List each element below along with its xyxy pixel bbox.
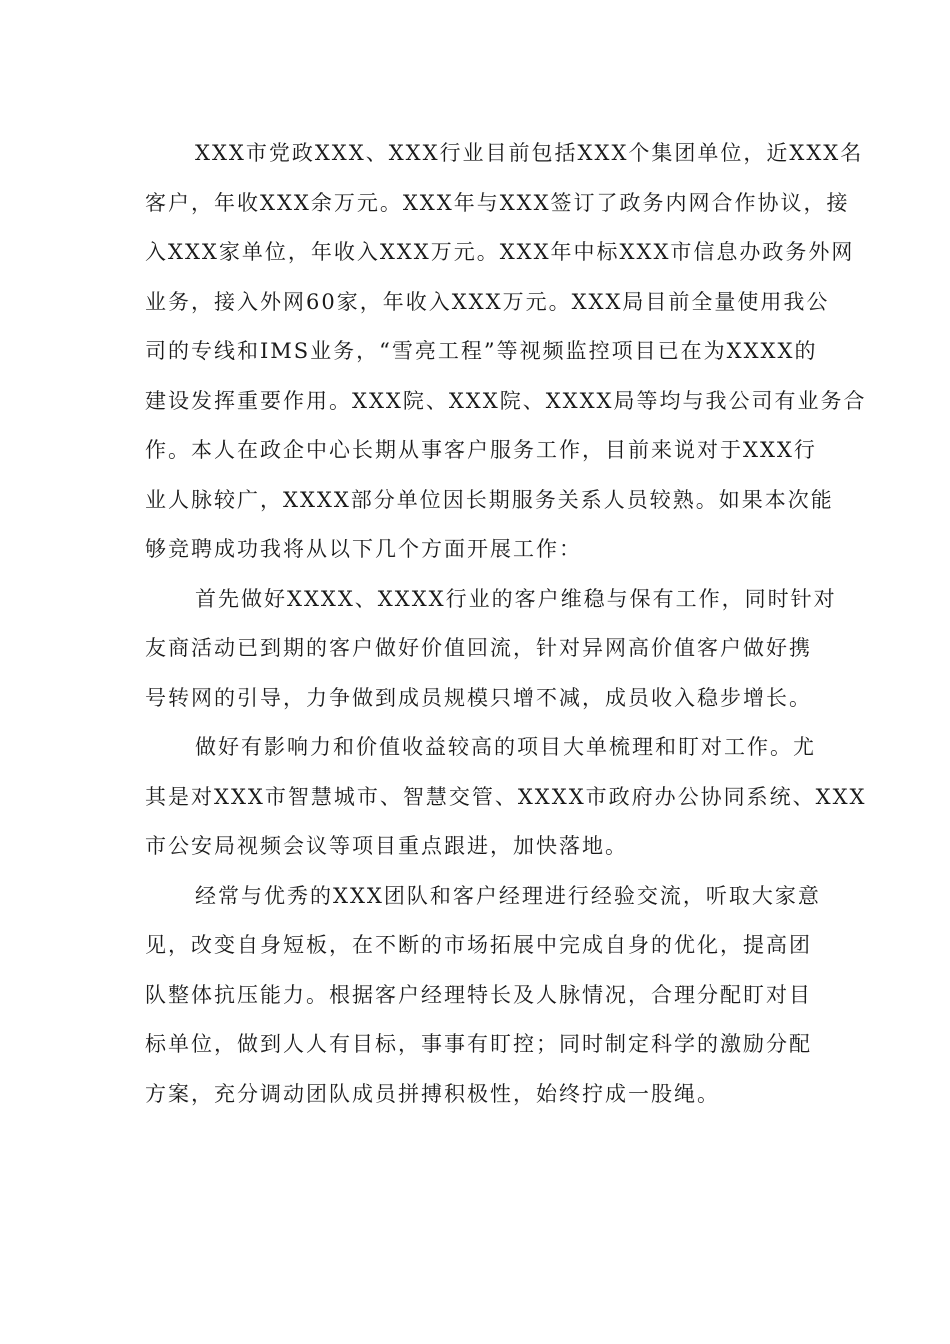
paragraph-1-line-2: 客户，年收XXX余万元。XXX年与XXX签订了政务内网合作协议，接: [145, 190, 850, 215]
paragraph-1-line-4: 业务，接入外网60家，年收入XXX万元。XXX局目前全量使用我公: [145, 289, 830, 314]
paragraph-4-line-5: 方案，充分调动团队成员拼搏积极性，始终拧成一股绳。: [145, 1081, 720, 1106]
paragraph-4-line-3: 队整体抗压能力。根据客户经理特长及人脉情况，合理分配盯对目: [145, 982, 812, 1007]
paragraph-2-line-1: 首先做好XXXX、XXXX行业的客户维稳与保有工作，同时针对: [195, 586, 837, 611]
paragraph-1-line-7: 作。本人在政企中心长期从事客户服务工作，目前来说对于XXX行: [145, 438, 817, 462]
paragraph-1-line-3: 入XXX家单位，年收入XXX万元。XXX年中标XXX市信息办政务外网: [145, 240, 855, 264]
paragraph-2-line-2: 友商活动已到期的客户做好价值回流，针对异网高价值客户做好携: [145, 636, 812, 660]
paragraph-1-line-9: 够竞聘成功我将从以下几个方面开展工作：: [145, 537, 582, 561]
paragraph-4-line-4: 标单位，做到人人有目标，事事有盯控；同时制定科学的激励分配: [145, 1032, 812, 1056]
paragraph-3-line-2: 其是对XXX市智慧城市、智慧交管、XXXX市政府办公协同系统、XXX: [145, 784, 867, 809]
paragraph-1-line-8: 业人脉较广，XXXX部分单位因长期服务关系人员较熟。如果本次能: [145, 487, 834, 512]
paragraph-4-line-1: 经常与优秀的XXX团队和客户经理进行经验交流，听取大家意: [195, 883, 821, 908]
paragraph-2-line-3: 号转网的引导，力争做到成员规模只增不减，成员收入稳步增长。: [145, 685, 812, 710]
paragraph-3-line-3: 市公安局视频会议等项目重点跟进，加快落地。: [145, 834, 628, 858]
paragraph-1-line-5: 司的专线和IMS业务，“雪亮工程”等视频监控项目已在为XXXX的: [145, 339, 818, 363]
paragraph-1-line-6: 建设发挥重要作用。XXX院、XXX院、XXXX局等均与我公司有业务合: [145, 388, 867, 413]
paragraph-1-line-1: XXX市党政XXX、XXX行业目前包括XXX个集团单位，近XXX名: [195, 141, 864, 165]
body-text: [145, 129, 867, 1119]
paragraph-4-line-2: 见，改变自身短板，在不断的市场拓展中完成自身的优化，提高团: [145, 933, 812, 957]
paragraph-3-line-1: 做好有影响力和价值收益较高的项目大单梳理和盯对工作。尤: [195, 735, 816, 759]
